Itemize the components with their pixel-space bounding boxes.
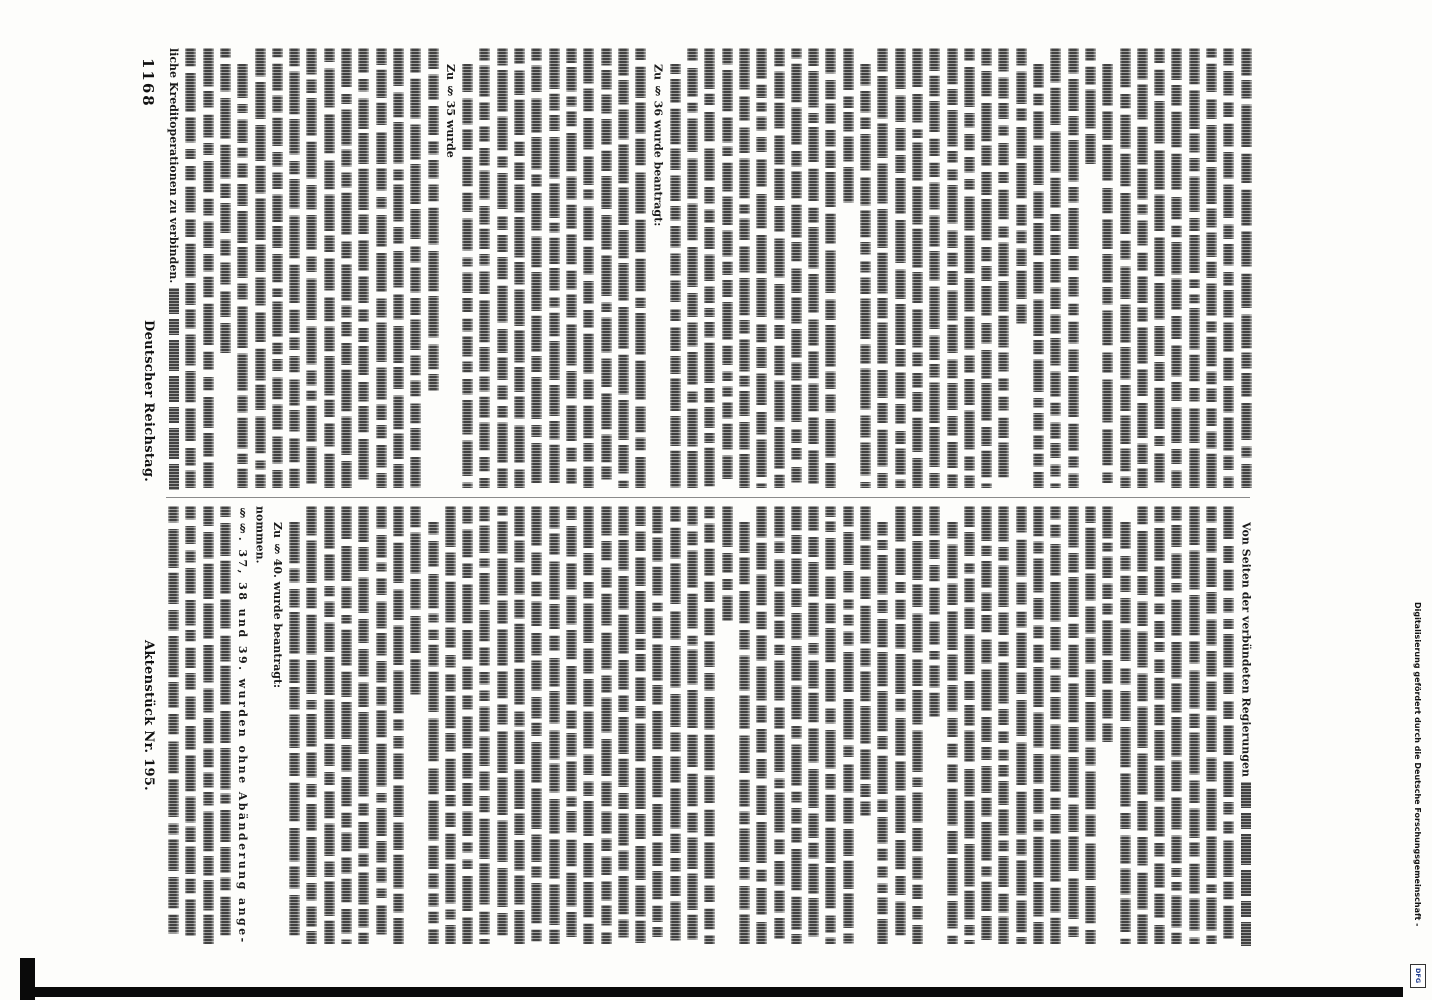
illegible-line: [1241, 48, 1252, 490]
line-text: nommen.: [253, 506, 267, 564]
illegible-line: [1050, 48, 1061, 490]
illegible-line: [1154, 48, 1165, 490]
illegible-line: [479, 48, 490, 490]
illegible-line: [1102, 506, 1113, 946]
illegible-line: [964, 48, 975, 490]
dfg-logo-text: DFG: [1414, 968, 1422, 984]
illegible-line: [306, 506, 317, 946]
illegible-line: [1085, 506, 1096, 946]
page-number: 1168: [139, 58, 157, 108]
illegible-line: [462, 48, 473, 490]
dfg-logo: [1410, 964, 1426, 988]
illegible-line: [583, 48, 594, 490]
illegible-line: [393, 506, 404, 946]
illegible-line: [704, 48, 715, 490]
column-divider: [166, 497, 1250, 498]
illegible-line: [514, 48, 525, 490]
illegible-line: [445, 506, 456, 946]
illegible-line: [203, 506, 214, 946]
illegible-line: [1137, 48, 1148, 490]
illegible-line: [1033, 48, 1044, 490]
illegible-line: [825, 48, 836, 490]
illegible-line: [756, 48, 767, 490]
illegible-line: [998, 48, 1009, 490]
illegible-line: [1068, 506, 1079, 946]
line-text: §§. 37, 38 und 39. wurden ohne Abänderung ange-: [236, 506, 250, 945]
illegible-line: [652, 506, 663, 946]
illegible-line: [1102, 48, 1113, 490]
illegible-line: [497, 506, 508, 946]
illegible-line: [428, 506, 439, 946]
line-text: Zu § 36 wurde beantragt:: [651, 64, 665, 227]
text-column-left: [0, 48, 1262, 490]
illegible-line: [289, 48, 300, 490]
illegible-line: [479, 506, 490, 946]
illegible-line: [1189, 48, 1200, 490]
illegible-line: [895, 506, 906, 946]
line-text: Zu § 40. wurde beantragt:: [270, 522, 284, 689]
illegible-line: [462, 506, 473, 946]
illegible-line: [237, 48, 248, 490]
illegible-line: [168, 506, 179, 946]
illegible-line: [497, 48, 508, 490]
illegible-line: [358, 48, 369, 490]
illegible-line: [410, 48, 421, 490]
illegible-line: [774, 506, 785, 946]
text-line: [255, 506, 266, 946]
illegible-line: [687, 506, 698, 946]
illegible-line: [739, 48, 750, 490]
scan-edge-corner: [20, 958, 35, 1000]
illegible-line: [947, 48, 958, 490]
illegible-line: [998, 506, 1009, 946]
illegible-line: [220, 506, 231, 946]
illegible-line: [687, 48, 698, 490]
illegible-line: [791, 506, 802, 946]
illegible-line: [531, 506, 542, 946]
document-reference: Aktenstück Nr. 195.: [141, 640, 156, 791]
illegible-line: [549, 48, 560, 490]
illegible-line: [1068, 48, 1079, 490]
illegible-line: [1033, 506, 1044, 946]
illegible-line: [1120, 48, 1131, 490]
text-line: [168, 48, 179, 490]
illegible-line: [756, 506, 767, 946]
illegible-line: [704, 506, 715, 946]
illegible-line: [1137, 506, 1148, 946]
illegible-line: [583, 506, 594, 946]
illegible-line: [843, 506, 854, 946]
illegible-line: [1189, 506, 1200, 946]
text-column-right: [0, 506, 1262, 946]
illegible-line: [1206, 48, 1217, 490]
illegible-line: [635, 506, 646, 946]
illegible-line: [514, 506, 525, 946]
text-line: [272, 506, 283, 946]
illegible-line: [566, 506, 577, 946]
illegible-line: [722, 506, 733, 946]
illegible-line: [324, 48, 335, 490]
illegible-line: [393, 48, 404, 490]
illegible-line: [722, 48, 733, 490]
illegible-line: [912, 48, 923, 490]
illegible-line: [358, 506, 369, 946]
illegible-line: [981, 48, 992, 490]
illegible-line: [791, 48, 802, 490]
illegible-line: [531, 48, 542, 490]
illegible-line: [1171, 506, 1182, 946]
line-text: Zu § 35 wurde: [443, 64, 457, 158]
illegible-text: [169, 288, 179, 490]
illegible-line: [877, 48, 888, 490]
illegible-line: [1120, 506, 1131, 946]
illegible-line: [618, 48, 629, 490]
illegible-line: [306, 48, 317, 490]
line-text: liche Kreditoperationen zu verbinden.: [167, 48, 180, 284]
illegible-line: [1171, 48, 1182, 490]
illegible-line: [410, 506, 421, 946]
illegible-line: [825, 506, 836, 946]
illegible-line: [601, 506, 612, 946]
illegible-line: [895, 48, 906, 490]
illegible-line: [428, 48, 439, 490]
illegible-line: [376, 48, 387, 490]
illegible-line: [1223, 506, 1234, 946]
illegible-line: [947, 506, 958, 946]
illegible-line: [774, 48, 785, 490]
text-line: [445, 48, 456, 490]
illegible-line: [1016, 48, 1027, 490]
digitization-note-text: Digitalisierung gefördert durch die Deutsche Forschungsgemeinschaft -: [1413, 602, 1422, 927]
illegible-line: [877, 506, 888, 946]
illegible-line: [272, 48, 283, 490]
illegible-line: [981, 506, 992, 946]
illegible-line: [739, 506, 750, 946]
illegible-line: [1206, 506, 1217, 946]
illegible-line: [601, 48, 612, 490]
text-line: [1241, 506, 1252, 946]
header-title: Deutscher Reichstag.: [141, 320, 156, 483]
illegible-line: [185, 48, 196, 490]
illegible-line: [1016, 506, 1027, 946]
illegible-line: [929, 506, 940, 946]
illegible-text: [1241, 782, 1251, 946]
illegible-line: [635, 48, 646, 490]
illegible-line: [912, 506, 923, 946]
illegible-line: [289, 506, 300, 946]
illegible-line: [618, 506, 629, 946]
illegible-line: [376, 506, 387, 946]
illegible-line: [341, 506, 352, 946]
illegible-line: [220, 48, 231, 490]
illegible-line: [860, 506, 871, 946]
illegible-line: [324, 506, 335, 946]
illegible-line: [670, 506, 681, 946]
illegible-line: [1050, 506, 1061, 946]
illegible-line: [203, 48, 214, 490]
illegible-line: [1085, 48, 1096, 490]
illegible-line: [843, 48, 854, 490]
scan-edge: [20, 987, 1403, 997]
illegible-line: [964, 506, 975, 946]
line-text: Von Seiten der verbündeten Regierungen: [1239, 522, 1253, 777]
text-line: [237, 506, 248, 946]
illegible-line: [670, 48, 681, 490]
illegible-line: [808, 48, 819, 490]
illegible-line: [185, 506, 196, 946]
illegible-line: [1154, 506, 1165, 946]
illegible-line: [566, 48, 577, 490]
illegible-line: [341, 48, 352, 490]
illegible-line: [929, 48, 940, 490]
illegible-line: [255, 48, 266, 490]
illegible-line: [860, 48, 871, 490]
digitization-note: [1411, 602, 1423, 926]
illegible-line: [1223, 48, 1234, 490]
text-line: [652, 48, 663, 490]
illegible-line: [808, 506, 819, 946]
illegible-line: [549, 506, 560, 946]
